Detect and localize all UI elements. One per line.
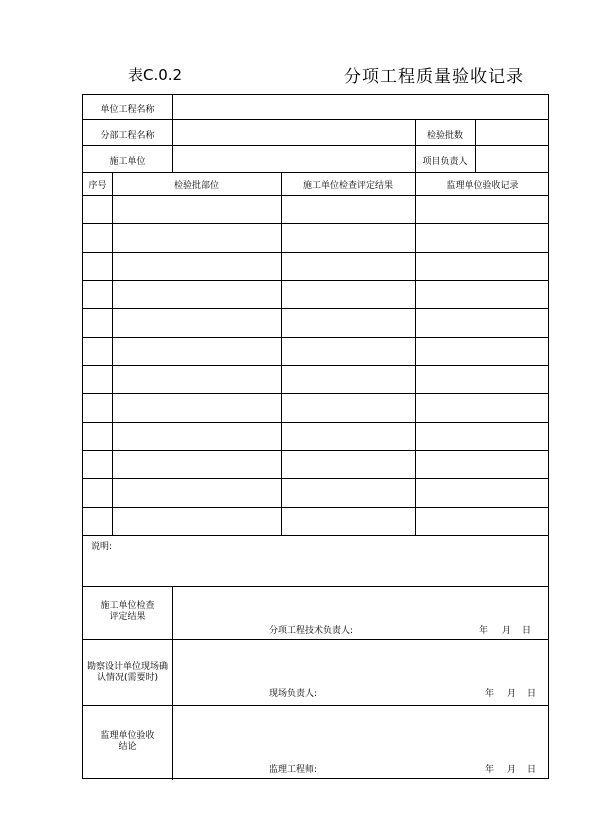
section-label-line: 监理单位验收 — [100, 731, 155, 741]
row-divider — [83, 705, 548, 706]
date-month: 月 — [507, 765, 517, 775]
row-divider — [83, 337, 548, 338]
row-divider — [83, 172, 548, 173]
row-divider — [83, 365, 548, 366]
contractor-check-label — [83, 601, 172, 623]
project-manager-label: 项目负责人 — [422, 157, 468, 167]
date-year: 年 — [485, 765, 495, 775]
date-day: 日 — [527, 689, 537, 699]
row-divider — [83, 280, 548, 281]
column-divider — [172, 95, 173, 172]
row-divider — [83, 639, 548, 640]
row-divider — [83, 145, 548, 146]
inspection-record-form — [82, 94, 549, 779]
column-header-supervisor-record: 监理单位验收记录 — [446, 181, 519, 191]
section-label-line: 结论 — [118, 742, 137, 752]
row-divider — [83, 308, 548, 309]
technical-lead-signature-label: 分项工程技术负责人: — [269, 626, 354, 636]
section-label-line: 评定结果 — [109, 612, 146, 622]
row-divider — [83, 422, 548, 423]
column-divider — [112, 172, 113, 535]
construction-unit-label: 施工单位 — [109, 157, 146, 167]
section-label-line: 认情况(需要时) — [96, 673, 159, 683]
date-day: 日 — [527, 765, 537, 775]
section-label-line: 勘察设计单位现场确 — [86, 662, 168, 672]
column-header-batch-location: 检验批部位 — [173, 181, 219, 191]
row-divider — [83, 507, 548, 508]
date-year: 年 — [479, 626, 489, 636]
row-divider — [83, 223, 548, 224]
date-day: 日 — [522, 626, 532, 636]
sub-project-label: 分部工程名称 — [100, 131, 155, 141]
row-divider — [83, 119, 548, 120]
column-divider — [172, 586, 173, 780]
date-month: 月 — [507, 689, 517, 699]
row-divider — [83, 535, 548, 536]
column-divider — [281, 172, 282, 535]
row-divider — [83, 195, 548, 196]
section-label-line: 施工单位检查 — [100, 601, 155, 611]
column-header-contractor-result: 施工单位检查评定结果 — [302, 181, 393, 191]
batch-count-label: 检验批数 — [426, 131, 463, 141]
column-divider — [475, 119, 476, 172]
row-divider — [83, 393, 548, 394]
supervisor-engineer-signature-label: 监理工程师: — [269, 765, 318, 775]
design-unit-confirm-label — [83, 662, 172, 684]
row-divider — [83, 586, 548, 587]
notes-label: 说明: — [91, 542, 113, 552]
date-month: 月 — [502, 626, 512, 636]
row-divider — [83, 478, 548, 479]
page-title: 分项工程质量验收记录 — [344, 67, 524, 87]
site-lead-signature-label: 现场负责人: — [269, 689, 318, 699]
date-year: 年 — [485, 689, 495, 699]
column-divider — [415, 172, 416, 535]
column-header-index: 序号 — [88, 181, 107, 191]
notes-field[interactable] — [133, 539, 543, 581]
unit-project-label: 单位工程名称 — [100, 105, 155, 115]
form-code: 表C.0.2 — [128, 66, 183, 84]
row-divider — [83, 252, 548, 253]
supervisor-conclusion-label — [83, 731, 172, 753]
row-divider — [83, 450, 548, 451]
